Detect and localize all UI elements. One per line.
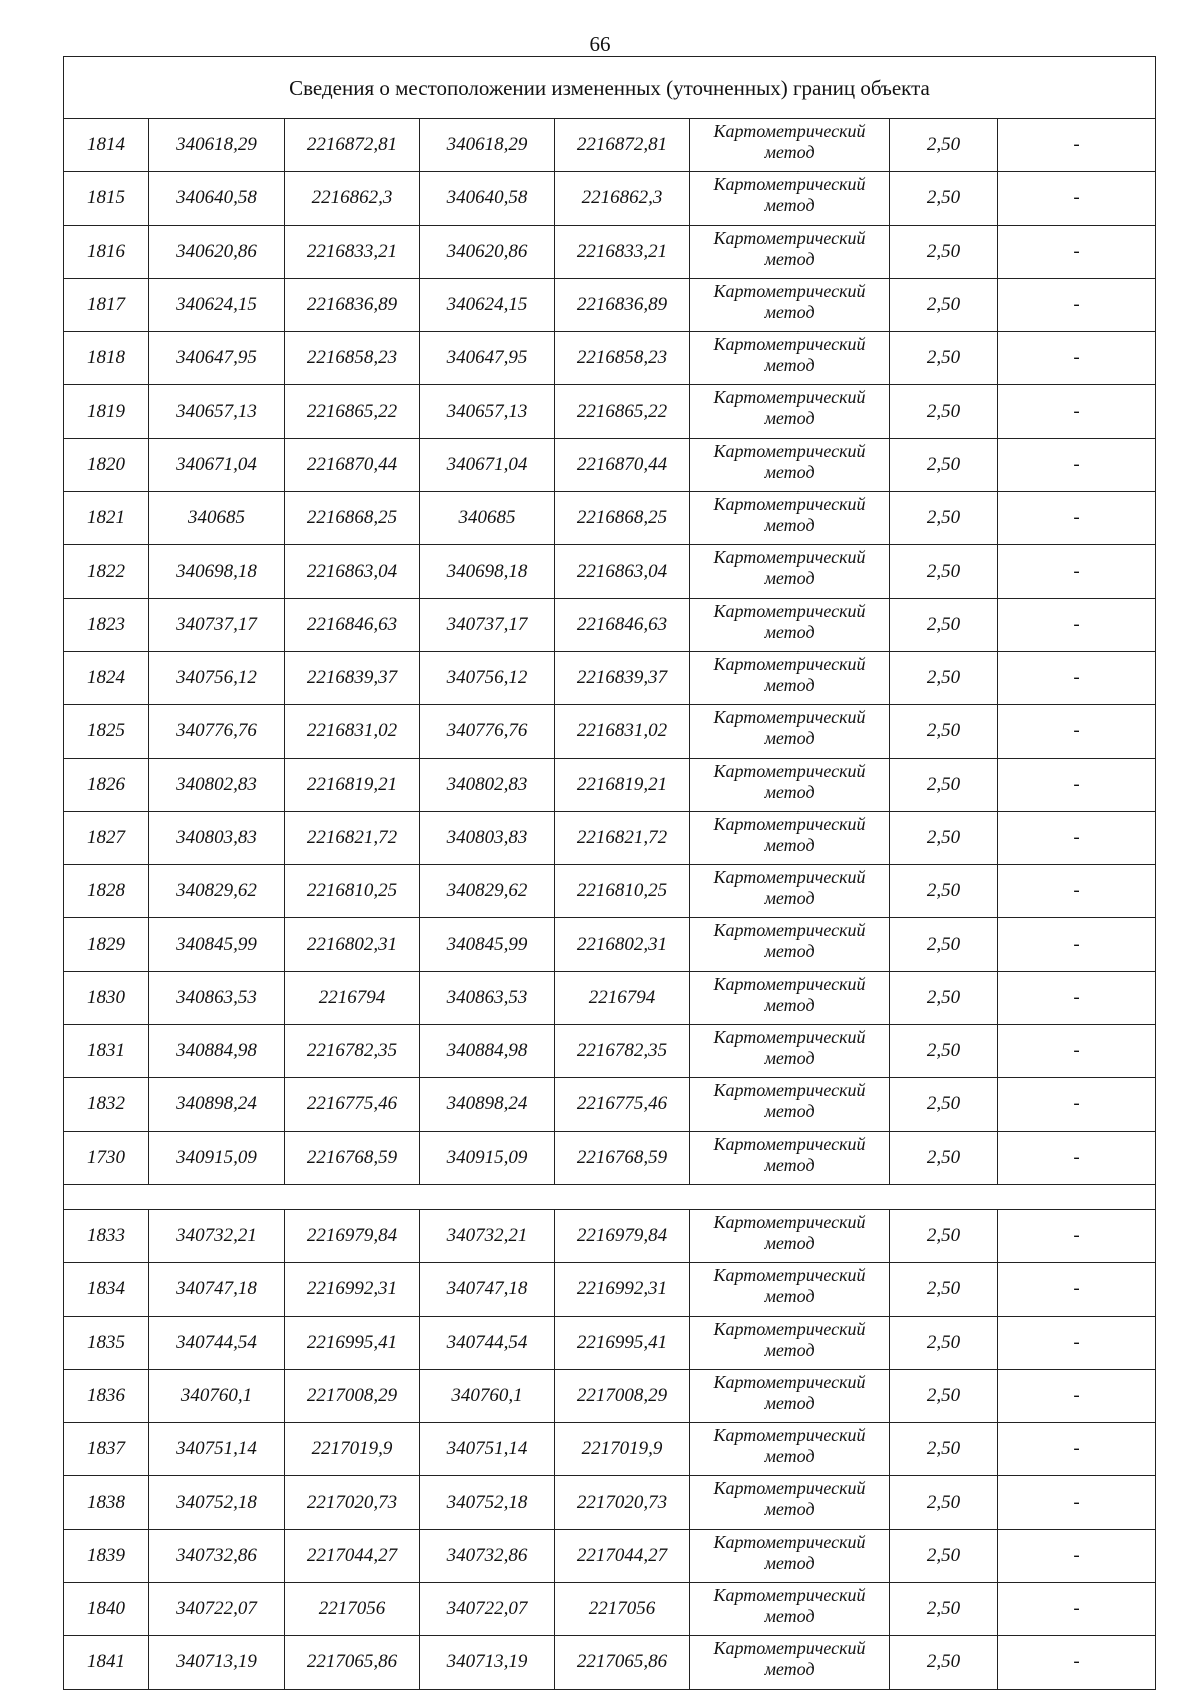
x-refined-cell: 340671,04	[420, 438, 555, 491]
table-row	[64, 1636, 1156, 1689]
table-row	[64, 1476, 1156, 1529]
accuracy-cell: 2,50	[890, 438, 998, 491]
table-row	[64, 1078, 1156, 1131]
description-cell: -	[998, 918, 1156, 971]
x-existing-cell: 340751,14	[149, 1423, 285, 1476]
method-cell: Картометрический метод	[690, 971, 890, 1024]
group-separator-row	[64, 1184, 1156, 1209]
point-number-cell: 1814	[64, 119, 149, 172]
x-existing-cell: 340760,1	[149, 1369, 285, 1422]
point-number-cell: 1730	[64, 1131, 149, 1184]
y-refined-cell: 2216995,41	[555, 1316, 690, 1369]
accuracy-cell: 2,50	[890, 1263, 998, 1316]
table-row	[64, 225, 1156, 278]
accuracy-cell: 2,50	[890, 1316, 998, 1369]
point-number-cell: 1821	[64, 492, 149, 545]
accuracy-cell: 2,50	[890, 1529, 998, 1582]
method-cell: Картометрический метод	[690, 1529, 890, 1582]
accuracy-cell: 2,50	[890, 1423, 998, 1476]
method-cell: Картометрический метод	[690, 225, 890, 278]
table-row	[64, 971, 1156, 1024]
table-row	[64, 172, 1156, 225]
x-refined-cell: 340732,21	[420, 1209, 555, 1262]
x-refined-cell: 340863,53	[420, 971, 555, 1024]
x-existing-cell: 340624,15	[149, 278, 285, 331]
y-existing-cell: 2216870,44	[285, 438, 420, 491]
y-existing-cell: 2216831,02	[285, 705, 420, 758]
accuracy-cell: 2,50	[890, 1369, 998, 1422]
description-cell: -	[998, 119, 1156, 172]
y-refined-cell: 2216821,72	[555, 811, 690, 864]
y-existing-cell: 2216833,21	[285, 225, 420, 278]
table-body	[64, 57, 1156, 1690]
x-refined-cell: 340776,76	[420, 705, 555, 758]
x-refined-cell: 340620,86	[420, 225, 555, 278]
description-cell: -	[998, 438, 1156, 491]
description-cell: -	[998, 545, 1156, 598]
accuracy-cell: 2,50	[890, 278, 998, 331]
accuracy-cell: 2,50	[890, 385, 998, 438]
method-cell: Картометрический метод	[690, 438, 890, 491]
point-number-cell: 1829	[64, 918, 149, 971]
y-refined-cell: 2216775,46	[555, 1078, 690, 1131]
table-row	[64, 758, 1156, 811]
x-refined-cell: 340898,24	[420, 1078, 555, 1131]
accuracy-cell: 2,50	[890, 1209, 998, 1262]
accuracy-cell: 2,50	[890, 758, 998, 811]
y-refined-cell: 2216782,35	[555, 1025, 690, 1078]
y-existing-cell: 2217065,86	[285, 1636, 420, 1689]
description-cell: -	[998, 1025, 1156, 1078]
point-number-cell: 1819	[64, 385, 149, 438]
accuracy-cell: 2,50	[890, 918, 998, 971]
point-number-cell: 1823	[64, 598, 149, 651]
x-refined-cell: 340845,99	[420, 918, 555, 971]
y-existing-cell: 2216821,72	[285, 811, 420, 864]
y-existing-cell: 2216768,59	[285, 1131, 420, 1184]
accuracy-cell: 2,50	[890, 651, 998, 704]
y-existing-cell: 2216992,31	[285, 1263, 420, 1316]
accuracy-cell: 2,50	[890, 172, 998, 225]
description-cell: -	[998, 278, 1156, 331]
table-title: Сведения о местоположении измененных (уточненных) границ объекта	[64, 57, 1156, 119]
y-refined-cell: 2216868,25	[555, 492, 690, 545]
method-cell: Картометрический метод	[690, 1423, 890, 1476]
y-refined-cell: 2216839,37	[555, 651, 690, 704]
x-existing-cell: 340802,83	[149, 758, 285, 811]
y-existing-cell: 2216868,25	[285, 492, 420, 545]
y-refined-cell: 2216819,21	[555, 758, 690, 811]
y-existing-cell: 2216995,41	[285, 1316, 420, 1369]
x-existing-cell: 340732,21	[149, 1209, 285, 1262]
x-refined-cell: 340752,18	[420, 1476, 555, 1529]
accuracy-cell: 2,50	[890, 1636, 998, 1689]
description-cell: -	[998, 1263, 1156, 1316]
accuracy-cell: 2,50	[890, 1025, 998, 1078]
boundary-coordinates-table	[63, 56, 1156, 1690]
table-row	[64, 1529, 1156, 1582]
point-number-cell: 1838	[64, 1476, 149, 1529]
y-existing-cell: 2216979,84	[285, 1209, 420, 1262]
method-cell: Картометрический метод	[690, 811, 890, 864]
point-number-cell: 1841	[64, 1636, 149, 1689]
description-cell: -	[998, 598, 1156, 651]
table-row	[64, 705, 1156, 758]
point-number-cell: 1836	[64, 1369, 149, 1422]
method-cell: Картометрический метод	[690, 545, 890, 598]
accuracy-cell: 2,50	[890, 332, 998, 385]
x-existing-cell: 340898,24	[149, 1078, 285, 1131]
description-cell: -	[998, 332, 1156, 385]
table-row	[64, 385, 1156, 438]
x-refined-cell: 340756,12	[420, 651, 555, 704]
description-cell: -	[998, 811, 1156, 864]
accuracy-cell: 2,50	[890, 1583, 998, 1636]
accuracy-cell: 2,50	[890, 1078, 998, 1131]
description-cell: -	[998, 385, 1156, 438]
point-number-cell: 1817	[64, 278, 149, 331]
x-existing-cell: 340618,29	[149, 119, 285, 172]
table-row	[64, 1316, 1156, 1369]
method-cell: Картометрический метод	[690, 598, 890, 651]
y-existing-cell: 2217019,9	[285, 1423, 420, 1476]
accuracy-cell: 2,50	[890, 811, 998, 864]
x-refined-cell: 340915,09	[420, 1131, 555, 1184]
description-cell: -	[998, 225, 1156, 278]
table-row	[64, 119, 1156, 172]
x-refined-cell: 340802,83	[420, 758, 555, 811]
y-refined-cell: 2216810,25	[555, 865, 690, 918]
y-existing-cell: 2217056	[285, 1583, 420, 1636]
method-cell: Картометрический метод	[690, 1025, 890, 1078]
description-cell: -	[998, 865, 1156, 918]
point-number-cell: 1816	[64, 225, 149, 278]
point-number-cell: 1837	[64, 1423, 149, 1476]
table-row	[64, 278, 1156, 331]
table-row	[64, 1131, 1156, 1184]
x-refined-cell: 340647,95	[420, 332, 555, 385]
x-existing-cell: 340829,62	[149, 865, 285, 918]
table-row	[64, 918, 1156, 971]
x-existing-cell: 340756,12	[149, 651, 285, 704]
y-existing-cell: 2216782,35	[285, 1025, 420, 1078]
description-cell: -	[998, 1369, 1156, 1422]
x-existing-cell: 340713,19	[149, 1636, 285, 1689]
description-cell: -	[998, 705, 1156, 758]
x-refined-cell: 340751,14	[420, 1423, 555, 1476]
y-existing-cell: 2217008,29	[285, 1369, 420, 1422]
y-refined-cell: 2216992,31	[555, 1263, 690, 1316]
y-refined-cell: 2216836,89	[555, 278, 690, 331]
y-refined-cell: 2216858,23	[555, 332, 690, 385]
y-existing-cell: 2216862,3	[285, 172, 420, 225]
point-number-cell: 1826	[64, 758, 149, 811]
table-row	[64, 651, 1156, 704]
table-row	[64, 1369, 1156, 1422]
accuracy-cell: 2,50	[890, 971, 998, 1024]
table-row	[64, 545, 1156, 598]
method-cell: Картометрический метод	[690, 172, 890, 225]
point-number-cell: 1840	[64, 1583, 149, 1636]
table-row	[64, 1583, 1156, 1636]
method-cell: Картометрический метод	[690, 705, 890, 758]
description-cell: -	[998, 971, 1156, 1024]
x-existing-cell: 340640,58	[149, 172, 285, 225]
method-cell: Картометрический метод	[690, 865, 890, 918]
description-cell: -	[998, 1583, 1156, 1636]
y-refined-cell: 2217056	[555, 1583, 690, 1636]
point-number-cell: 1820	[64, 438, 149, 491]
method-cell: Картометрический метод	[690, 1209, 890, 1262]
page-number: 66	[589, 32, 611, 56]
method-cell: Картометрический метод	[690, 1078, 890, 1131]
accuracy-cell: 2,50	[890, 225, 998, 278]
table-row	[64, 492, 1156, 545]
x-refined-cell: 340722,07	[420, 1583, 555, 1636]
x-existing-cell: 340744,54	[149, 1316, 285, 1369]
group-separator-cell	[64, 1184, 1156, 1209]
y-existing-cell: 2216794	[285, 971, 420, 1024]
y-existing-cell: 2216863,04	[285, 545, 420, 598]
method-cell: Картометрический метод	[690, 1131, 890, 1184]
method-cell: Картометрический метод	[690, 1316, 890, 1369]
description-cell: -	[998, 758, 1156, 811]
point-number-cell: 1825	[64, 705, 149, 758]
x-existing-cell: 340776,76	[149, 705, 285, 758]
y-refined-cell: 2216872,81	[555, 119, 690, 172]
y-existing-cell: 2216819,21	[285, 758, 420, 811]
accuracy-cell: 2,50	[890, 119, 998, 172]
x-existing-cell: 340752,18	[149, 1476, 285, 1529]
x-refined-cell: 340760,1	[420, 1369, 555, 1422]
description-cell: -	[998, 492, 1156, 545]
method-cell: Картометрический метод	[690, 332, 890, 385]
method-cell: Картометрический метод	[690, 1263, 890, 1316]
x-existing-cell: 340732,86	[149, 1529, 285, 1582]
x-refined-cell: 340884,98	[420, 1025, 555, 1078]
method-cell: Картометрический метод	[690, 918, 890, 971]
y-refined-cell: 2217020,73	[555, 1476, 690, 1529]
y-existing-cell: 2217044,27	[285, 1529, 420, 1582]
point-number-cell: 1815	[64, 172, 149, 225]
y-existing-cell: 2216775,46	[285, 1078, 420, 1131]
y-refined-cell: 2216862,3	[555, 172, 690, 225]
description-cell: -	[998, 1529, 1156, 1582]
point-number-cell: 1818	[64, 332, 149, 385]
method-cell: Картометрический метод	[690, 385, 890, 438]
description-cell: -	[998, 1316, 1156, 1369]
table-row	[64, 438, 1156, 491]
point-number-cell: 1831	[64, 1025, 149, 1078]
y-existing-cell: 2216836,89	[285, 278, 420, 331]
y-refined-cell: 2216870,44	[555, 438, 690, 491]
y-refined-cell: 2216979,84	[555, 1209, 690, 1262]
x-existing-cell: 340747,18	[149, 1263, 285, 1316]
x-existing-cell: 340884,98	[149, 1025, 285, 1078]
x-refined-cell: 340640,58	[420, 172, 555, 225]
point-number-cell: 1832	[64, 1078, 149, 1131]
description-cell: -	[998, 1423, 1156, 1476]
method-cell: Картометрический метод	[690, 758, 890, 811]
table-row	[64, 811, 1156, 864]
y-refined-cell: 2216865,22	[555, 385, 690, 438]
x-existing-cell: 340722,07	[149, 1583, 285, 1636]
table-row	[64, 598, 1156, 651]
y-existing-cell: 2216839,37	[285, 651, 420, 704]
y-refined-cell: 2217019,9	[555, 1423, 690, 1476]
y-existing-cell: 2216858,23	[285, 332, 420, 385]
y-refined-cell: 2216846,63	[555, 598, 690, 651]
method-cell: Картометрический метод	[690, 492, 890, 545]
x-refined-cell: 340657,13	[420, 385, 555, 438]
method-cell: Картометрический метод	[690, 1583, 890, 1636]
point-number-cell: 1827	[64, 811, 149, 864]
y-refined-cell: 2216802,31	[555, 918, 690, 971]
table-row	[64, 1423, 1156, 1476]
x-existing-cell: 340803,83	[149, 811, 285, 864]
accuracy-cell: 2,50	[890, 1476, 998, 1529]
x-existing-cell: 340657,13	[149, 385, 285, 438]
x-existing-cell: 340845,99	[149, 918, 285, 971]
x-refined-cell: 340737,17	[420, 598, 555, 651]
method-cell: Картометрический метод	[690, 278, 890, 331]
accuracy-cell: 2,50	[890, 545, 998, 598]
x-existing-cell: 340671,04	[149, 438, 285, 491]
method-cell: Картометрический метод	[690, 1476, 890, 1529]
x-refined-cell: 340747,18	[420, 1263, 555, 1316]
y-refined-cell: 2217008,29	[555, 1369, 690, 1422]
x-refined-cell: 340713,19	[420, 1636, 555, 1689]
accuracy-cell: 2,50	[890, 598, 998, 651]
x-refined-cell: 340618,29	[420, 119, 555, 172]
x-refined-cell: 340829,62	[420, 865, 555, 918]
description-cell: -	[998, 1131, 1156, 1184]
table-row	[64, 1263, 1156, 1316]
description-cell: -	[998, 1476, 1156, 1529]
x-refined-cell: 340803,83	[420, 811, 555, 864]
x-existing-cell: 340915,09	[149, 1131, 285, 1184]
method-cell: Картометрический метод	[690, 119, 890, 172]
y-existing-cell: 2216872,81	[285, 119, 420, 172]
method-cell: Картометрический метод	[690, 1369, 890, 1422]
accuracy-cell: 2,50	[890, 1131, 998, 1184]
y-existing-cell: 2216810,25	[285, 865, 420, 918]
point-number-cell: 1839	[64, 1529, 149, 1582]
point-number-cell: 1833	[64, 1209, 149, 1262]
accuracy-cell: 2,50	[890, 492, 998, 545]
y-refined-cell: 2216863,04	[555, 545, 690, 598]
x-existing-cell: 340620,86	[149, 225, 285, 278]
x-refined-cell: 340698,18	[420, 545, 555, 598]
y-refined-cell: 2216833,21	[555, 225, 690, 278]
y-refined-cell: 2216768,59	[555, 1131, 690, 1184]
y-existing-cell: 2216865,22	[285, 385, 420, 438]
table-row	[64, 1025, 1156, 1078]
table-row	[64, 1209, 1156, 1262]
x-refined-cell: 340744,54	[420, 1316, 555, 1369]
description-cell: -	[998, 1209, 1156, 1262]
description-cell: -	[998, 172, 1156, 225]
y-refined-cell: 2216831,02	[555, 705, 690, 758]
table-row	[64, 332, 1156, 385]
x-existing-cell: 340685	[149, 492, 285, 545]
point-number-cell: 1835	[64, 1316, 149, 1369]
y-refined-cell: 2217044,27	[555, 1529, 690, 1582]
point-number-cell: 1822	[64, 545, 149, 598]
method-cell: Картометрический метод	[690, 651, 890, 704]
title-row	[64, 57, 1156, 119]
x-existing-cell: 340698,18	[149, 545, 285, 598]
point-number-cell: 1828	[64, 865, 149, 918]
accuracy-cell: 2,50	[890, 705, 998, 758]
y-existing-cell: 2217020,73	[285, 1476, 420, 1529]
method-cell: Картометрический метод	[690, 1636, 890, 1689]
accuracy-cell: 2,50	[890, 865, 998, 918]
y-refined-cell: 2216794	[555, 971, 690, 1024]
description-cell: -	[998, 1636, 1156, 1689]
table-row	[64, 865, 1156, 918]
x-existing-cell: 340647,95	[149, 332, 285, 385]
description-cell: -	[998, 1078, 1156, 1131]
x-refined-cell: 340624,15	[420, 278, 555, 331]
x-existing-cell: 340737,17	[149, 598, 285, 651]
description-cell: -	[998, 651, 1156, 704]
y-existing-cell: 2216802,31	[285, 918, 420, 971]
x-existing-cell: 340863,53	[149, 971, 285, 1024]
y-existing-cell: 2216846,63	[285, 598, 420, 651]
x-refined-cell: 340685	[420, 492, 555, 545]
x-refined-cell: 340732,86	[420, 1529, 555, 1582]
point-number-cell: 1824	[64, 651, 149, 704]
point-number-cell: 1830	[64, 971, 149, 1024]
point-number-cell: 1834	[64, 1263, 149, 1316]
y-refined-cell: 2217065,86	[555, 1636, 690, 1689]
